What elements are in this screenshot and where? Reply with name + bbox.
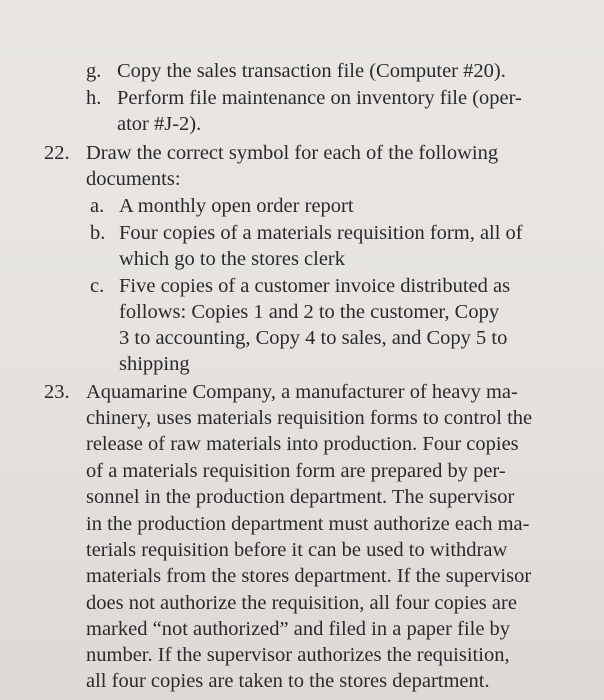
item-marker-g: g. — [86, 60, 102, 82]
item-h-line-1: Perform file maintenance on inventory file (oper- — [117, 87, 522, 109]
q23-line-8: materials from the stores department. If the supervisor — [86, 565, 532, 587]
q22c-line-1: Five copies of a customer invoice distributed as — [119, 275, 511, 297]
q23-line-3: release of raw materials into production. Four copies — [86, 433, 519, 455]
item-h-line-2: ator #J-2). — [117, 113, 202, 135]
q22a-line-1: A monthly open order report — [119, 195, 354, 217]
q23-line-6: in the production department must authorize each ma- — [86, 513, 530, 535]
q22-marker-a: a. — [90, 195, 105, 217]
q23-line-9: does not authorize the requisition, all four copies are — [86, 592, 517, 614]
q23-line-12: all four copies are taken to the stores department. — [86, 670, 490, 692]
q22-marker-c: c. — [90, 275, 105, 297]
q22c-line-3: 3 to accounting, Copy 4 to sales, and Copy 5 to — [119, 327, 508, 349]
q22-line-1: Draw the correct symbol for each of the following — [86, 142, 499, 164]
q23-line-1: Aquamarine Company, a manufacturer of heavy ma- — [86, 381, 518, 403]
q22c-line-2: follows: Copies 1 and 2 to the customer, Copy — [119, 301, 500, 323]
q23-line-4: of a materials requisition form are prepared by per- — [86, 460, 506, 482]
item-marker-h: h. — [86, 87, 102, 109]
q22-marker-b: b. — [90, 222, 106, 244]
q23-line-5: sonnel in the production department. The supervisor — [86, 486, 515, 508]
item-g-line-1: Copy the sales transaction file (Computer #20). — [117, 60, 506, 82]
q22b-line-2: which go to the stores clerk — [119, 248, 346, 270]
q23-line-2: chinery, uses materials requisition forms to control the — [86, 407, 533, 429]
q22c-line-4: shipping — [119, 353, 190, 375]
q22b-line-1: Four copies of a materials requisition form, all of — [119, 222, 523, 244]
q23-line-7: terials requisition before it can be used to withdraw — [86, 539, 508, 561]
q23-line-11: number. If the supervisor authorizes the requisition, — [86, 644, 510, 666]
q22-line-2: documents: — [86, 168, 181, 190]
q23-line-10: marked “not authorized” and filed in a paper file by — [86, 618, 511, 640]
question-number-22: 22. — [44, 142, 70, 164]
question-number-23: 23. — [44, 381, 70, 403]
